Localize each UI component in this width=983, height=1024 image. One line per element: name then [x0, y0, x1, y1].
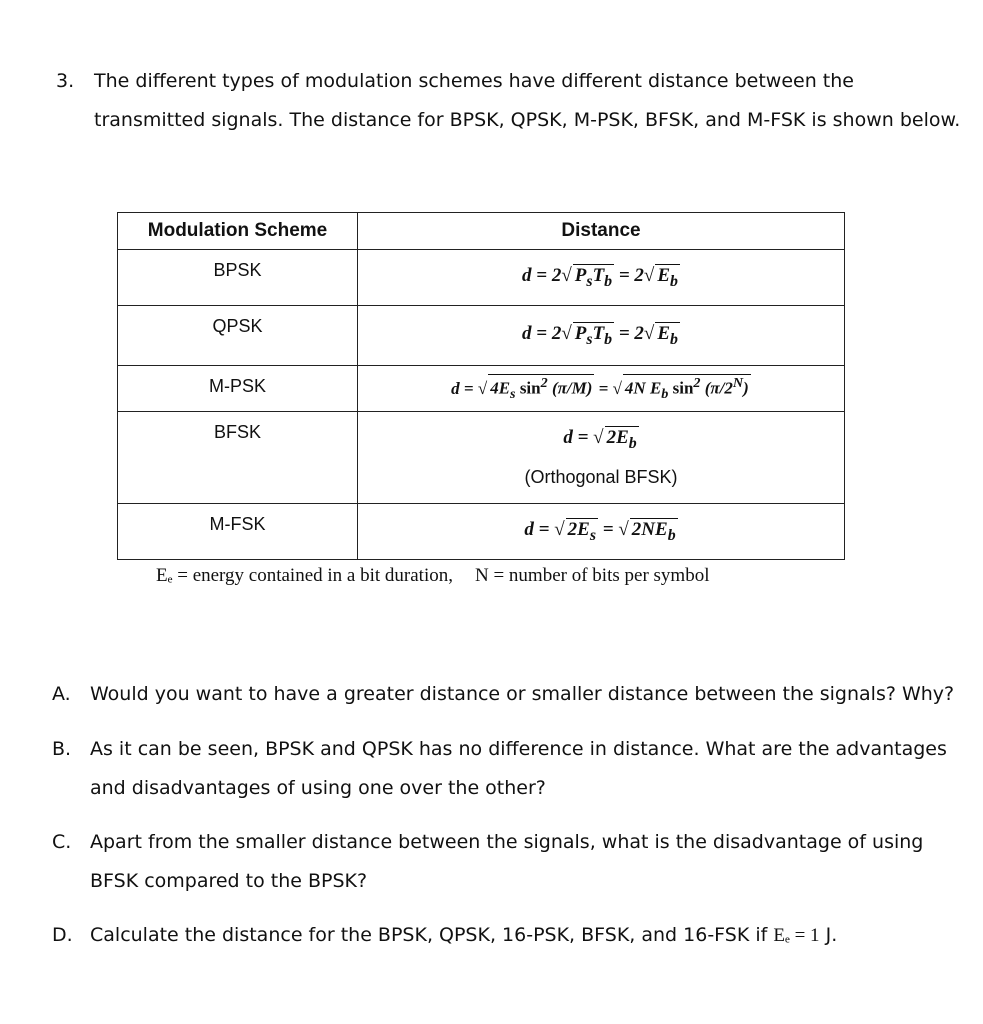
- subquestion-text: Apart from the smaller distance between the signals, what is the disadvantage of using BFSK compared to the BPSK?: [90, 831, 924, 892]
- legend-eb: Eₑ = energy contained in a bit duration,: [156, 565, 453, 586]
- subquestion-text: Calculate the distance for the BPSK, QPSK, 16-PSK, BFSK, and 16-FSK if: [90, 924, 768, 946]
- bfsk-note: (Orthogonal BFSK): [524, 466, 678, 487]
- formula-bfsk: d = √ $2E_b$ (Orthogonal BFSK): [358, 412, 845, 504]
- formula-bpsk: d = 2√ $P_sT_b = 2√$ $E_b$: [358, 250, 845, 306]
- table-row: [118, 250, 845, 306]
- scheme-mpsk: M-PSK: [208, 376, 266, 396]
- subquestion-letter: A.: [52, 683, 71, 705]
- subquestion-equation: Eₑ = 1: [773, 925, 820, 946]
- scheme-bpsk: BPSK: [213, 260, 262, 280]
- scheme-qpsk: QPSK: [212, 316, 263, 336]
- scheme-mfsk: M-FSK: [209, 514, 266, 534]
- legend-n: N = number of bits per symbol: [475, 565, 710, 586]
- table-legend: [156, 565, 709, 587]
- formula-mfsk: d = √ $2E_s$ = √ $2NE_b$: [358, 504, 845, 560]
- question-number: 3.: [56, 70, 75, 92]
- subquestion-letter: C.: [52, 831, 72, 853]
- formula-qpsk: d = 2√ $P_sT_b = 2√$ $E_b$: [358, 306, 845, 366]
- table-row: [118, 504, 845, 560]
- question-text: The different types of modulation schemes have different distance between the transmitted signals. The distance for BPSK, QPSK, M-PSK, BFSK, and M-FSK is shown below.: [94, 70, 961, 131]
- subquestion-text: As it can be seen, BPSK and QPSK has no difference in distance. What are the advantages and disadvantages of using one over the other?: [90, 738, 947, 799]
- subquestion-letter: B.: [52, 738, 72, 760]
- formula-mpsk: d = √ $4E_s$ $\sin^2 (\pi/M)$ = √ 4N $E_b$ $\sin^2 (\pi/2^N)$: [358, 366, 845, 412]
- table-row: [118, 412, 845, 504]
- table-row: [118, 306, 845, 366]
- table-row: [118, 366, 845, 412]
- header-modulation-scheme: Modulation Scheme: [118, 213, 358, 250]
- subquestion-text: Would you want to have a greater distance or smaller distance between the signals? Why?: [90, 683, 955, 705]
- subquestion-unit: J.: [825, 924, 838, 946]
- table-header-row: [118, 213, 845, 250]
- distance-table: [117, 212, 845, 560]
- scheme-bfsk: BFSK: [213, 422, 261, 442]
- subquestion-letter: D.: [52, 924, 73, 946]
- header-distance: Distance: [358, 213, 845, 250]
